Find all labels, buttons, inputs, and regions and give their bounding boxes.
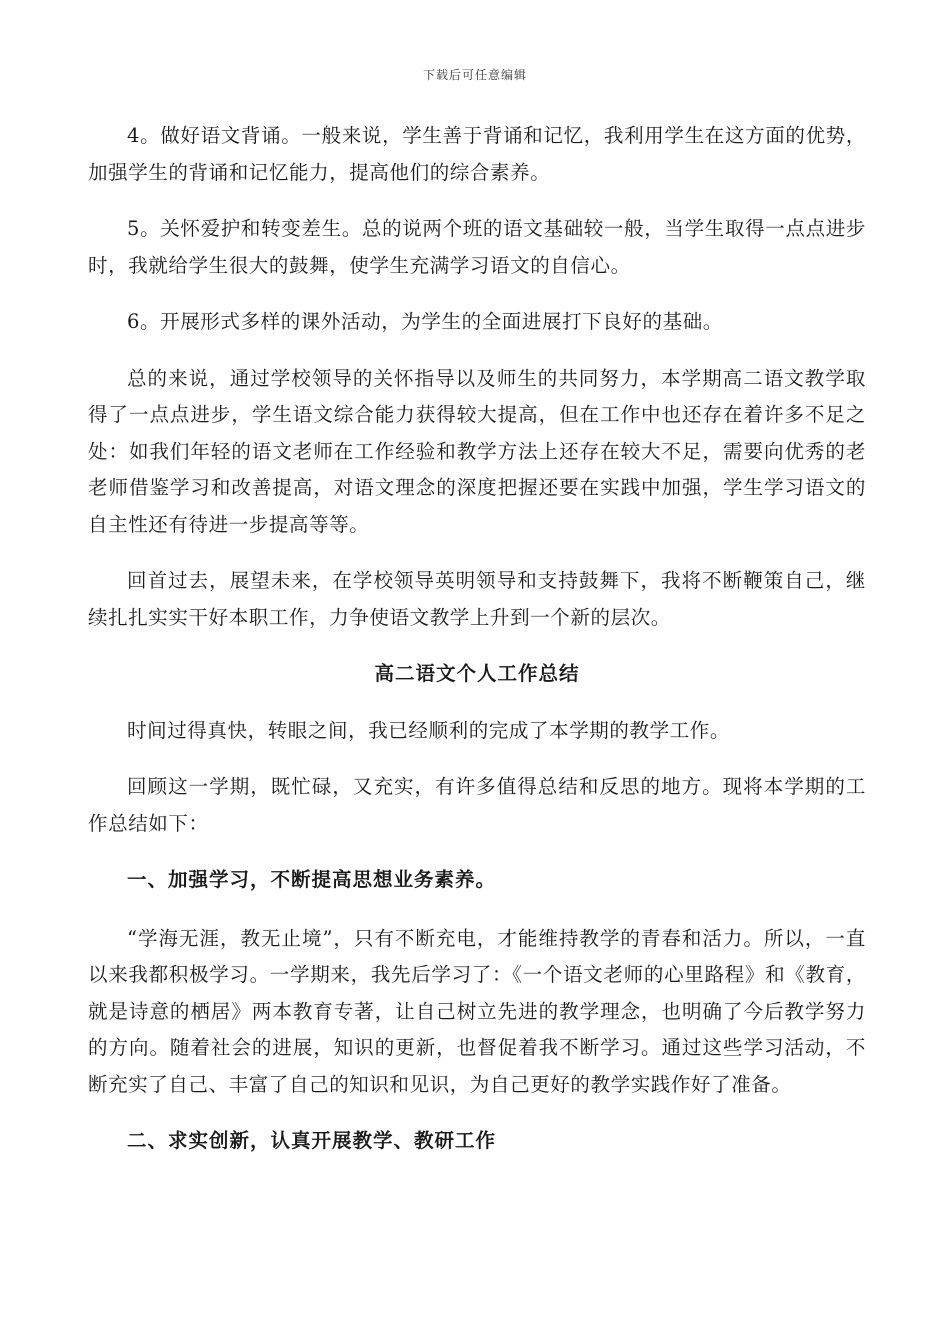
paragraph-item-5: 5。关怀爱护和转变差生。总的说两个班的语文基础较一般，当学生取得一点点进步时，我就给学生很大的鼓舞，使学生充满学习语文的自信心。 — [88, 217, 866, 277]
paragraph-outlook: 回首过去，展望未来，在学校领导英明领导和支持鼓舞下，我将不断鞭策自己，继续扎扎实实干好本职工作，力争使语文教学上升到一个新的层次。 — [88, 569, 866, 629]
heading-study: 一、加强学习，不断提高思想业务素养。 — [127, 868, 497, 891]
paragraph-study: “学海无涯，教无止境”，只有不断充电，才能维持教学的青春和活力。所以，一直以来我都积极学习。一学期来，我先后学习了：《一个语文老师的心里路程》和《教育，就是诗意的栖居》两本教育专著，让自己树立先进的教学理念，也明确了今后教学努力的方向。随着社会的进展，知识的更新，也督促着我不断学习。通过这些学习活动，不断充实了自己、丰富了自己的知识和见识，为自己更好的教学实践作好了准备。 — [88, 926, 866, 1096]
paragraph-summary: 总的来说，通过学校领导的关怀指导以及师生的共同努力，本学期高二语文教学取得了一点点进步，学生语文综合能力获得较大提高，但在工作中也还存在着许多不足之处：如我们年轻的语文老师在工作经验和教学方法上还存在较大不足，需要向优秀的老老师借鉴学习和改善提高，对语文理念的深度把握还要在实践中加强，学生学习语文的自主性还有待进一步提高等等。 — [88, 366, 866, 536]
heading-innovation: 二、求实创新，认真开展教学、教研工作 — [127, 1129, 497, 1152]
document-body — [88, 118, 866, 1182]
section-title: 高二语文个人工作总结 — [374, 662, 580, 685]
paragraph-item-6: 6。开展形式多样的课外活动，为学生的全面进展打下良好的基础。 — [127, 310, 723, 333]
intro-paragraph-review: 回顾这一学期，既忙碌，又充实，有许多值得总结和反思的地方。现将本学期的工作总结如下： — [88, 775, 866, 835]
header-note: 下载后可任意编辑 — [422, 68, 527, 82]
paragraph-item-4: 4。做好语文背诵。一般来说，学生善于背诵和记忆，我利用学生在这方面的优势，加强学生的背诵和记忆能力，提高他们的综合素养。 — [88, 124, 866, 184]
intro-paragraph-time: 时间过得真快，转眼之间，我已经顺利的完成了本学期的教学工作。 — [127, 718, 731, 742]
